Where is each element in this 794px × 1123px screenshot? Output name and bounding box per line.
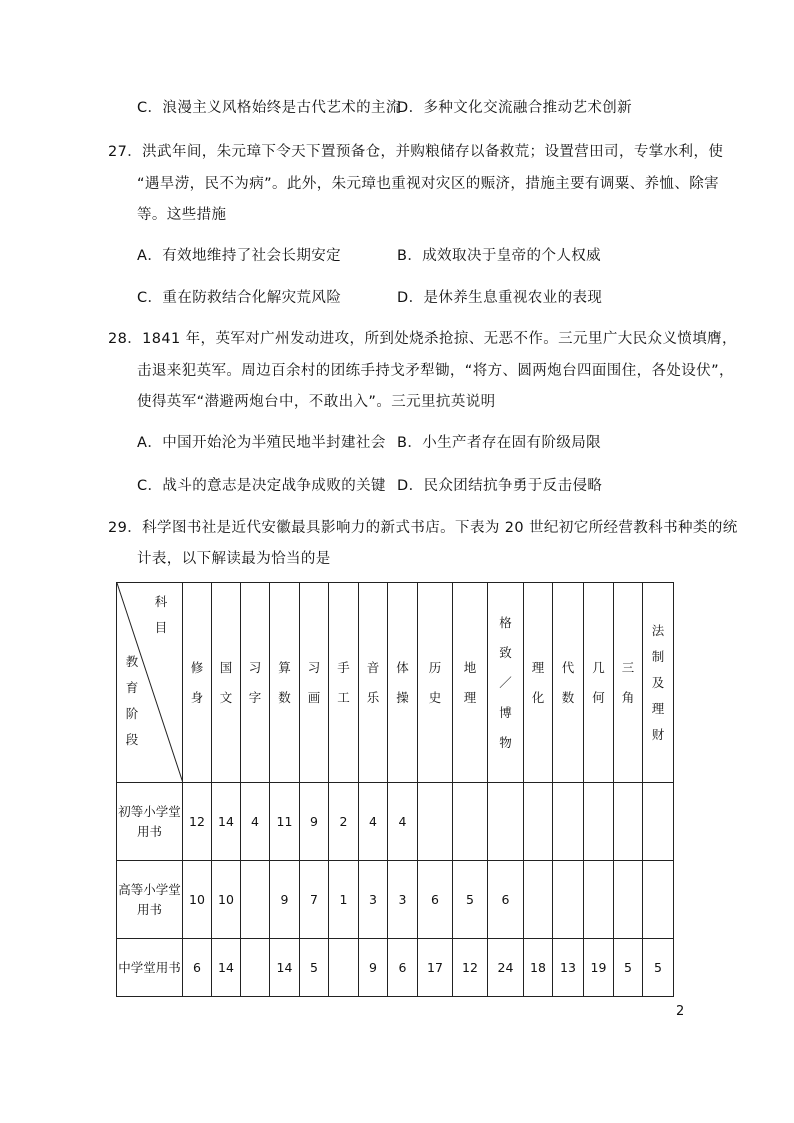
table-cell bbox=[524, 783, 553, 861]
subject-header: 手工 bbox=[329, 583, 359, 783]
q28-stem-line2: 击退来犯英军。周边百余村的团练手持戈矛犁锄，“将方、圆两炮台四面围住，各处设伏”， bbox=[137, 363, 734, 379]
row-label: 初等小学堂用书 bbox=[117, 783, 183, 861]
table-cell bbox=[553, 861, 584, 939]
table-cell: 24 bbox=[488, 939, 524, 997]
table-cell: 5 bbox=[300, 939, 329, 997]
table-cell bbox=[643, 783, 674, 861]
table-header-row bbox=[117, 583, 674, 783]
table-cell: 2 bbox=[329, 783, 359, 861]
q28-option-a: A．中国开始沦为半殖民地半封建社会 bbox=[137, 435, 386, 451]
table-cell: 4 bbox=[388, 783, 418, 861]
table-cell: 6 bbox=[488, 861, 524, 939]
table-row bbox=[117, 939, 674, 997]
q27-option-a: A．有效地维持了社会长期安定 bbox=[137, 248, 342, 264]
q27-stem-line3: 等。这些措施 bbox=[137, 207, 227, 223]
table-cell: 5 bbox=[643, 939, 674, 997]
table-cell: 19 bbox=[584, 939, 614, 997]
subject-header: 地理 bbox=[453, 583, 488, 783]
q26-option-c: C．浪漫主义风格始终是古代艺术的主流 bbox=[137, 100, 401, 116]
table-cell: 6 bbox=[388, 939, 418, 997]
table-cell: 12 bbox=[453, 939, 488, 997]
table-cell: 5 bbox=[453, 861, 488, 939]
table-cell: 1 bbox=[329, 861, 359, 939]
q27-option-d: D．是休养生息重视农业的表现 bbox=[397, 290, 603, 306]
row-label: 中学堂用书 bbox=[117, 939, 183, 997]
table-cell bbox=[524, 861, 553, 939]
table-row bbox=[117, 783, 674, 861]
table-cell bbox=[418, 783, 453, 861]
q27-stem-line1: 27．洪武年间，朱元璋下令天下置预备仓，并购粮储存以备救荒；设置营田司，专掌水利，使 bbox=[108, 144, 724, 160]
table-cell: 6 bbox=[418, 861, 453, 939]
subject-header: 三角 bbox=[614, 583, 643, 783]
q28-option-d: D．民众团结抗争勇于反击侵略 bbox=[397, 478, 603, 494]
table-cell: 12 bbox=[183, 783, 212, 861]
table-cell bbox=[584, 861, 614, 939]
row-label: 高等小学堂用书 bbox=[117, 861, 183, 939]
subject-header: 体操 bbox=[388, 583, 418, 783]
table-cell: 14 bbox=[212, 939, 241, 997]
subject-header: 格致／博物 bbox=[488, 583, 524, 783]
q28-option-c: C．战斗的意志是决定战争成败的关键 bbox=[137, 478, 386, 494]
subject-header: 修身 bbox=[183, 583, 212, 783]
table-cell: 9 bbox=[300, 783, 329, 861]
subject-header: 国文 bbox=[212, 583, 241, 783]
q26-option-d: D．多种文化交流融合推动艺术创新 bbox=[397, 100, 633, 116]
table-cell: 3 bbox=[359, 861, 388, 939]
q27-stem-line2: “遇旱涝，民不为病”。此外，朱元璋也重视对灾区的赈济，措施主要有调粟、养恤、除害 bbox=[137, 176, 720, 192]
q27-option-b: B．成效取决于皇帝的个人权威 bbox=[397, 248, 602, 264]
subject-header: 历史 bbox=[418, 583, 453, 783]
table-cell bbox=[241, 939, 270, 997]
corner-column-caption: 科目 bbox=[154, 594, 168, 635]
table-cell: 9 bbox=[270, 861, 300, 939]
table-cell: 7 bbox=[300, 861, 329, 939]
table-cell bbox=[453, 783, 488, 861]
table-cell: 13 bbox=[553, 939, 584, 997]
table-cell: 10 bbox=[212, 861, 241, 939]
subject-header: 音乐 bbox=[359, 583, 388, 783]
table-cell: 14 bbox=[270, 939, 300, 997]
q27-option-c: C．重在防救结合化解灾荒风险 bbox=[137, 290, 342, 306]
table-cell bbox=[488, 783, 524, 861]
subject-header: 习画 bbox=[300, 583, 329, 783]
table-cell bbox=[614, 861, 643, 939]
subject-header: 几何 bbox=[584, 583, 614, 783]
subject-header: 代数 bbox=[553, 583, 584, 783]
table-cell: 10 bbox=[183, 861, 212, 939]
table-cell: 4 bbox=[241, 783, 270, 861]
q28-option-b: B．小生产者存在固有阶级局限 bbox=[397, 435, 602, 451]
table-cell: 9 bbox=[359, 939, 388, 997]
subject-header: 习字 bbox=[241, 583, 270, 783]
subject-header: 理化 bbox=[524, 583, 553, 783]
table-cell: 17 bbox=[418, 939, 453, 997]
table-cell bbox=[329, 939, 359, 997]
table-cell: 14 bbox=[212, 783, 241, 861]
table-cell: 4 bbox=[359, 783, 388, 861]
table-cell bbox=[643, 861, 674, 939]
table-cell bbox=[241, 861, 270, 939]
corner-row-caption: 教育阶段 bbox=[125, 654, 139, 747]
table-cell bbox=[614, 783, 643, 861]
page-number: 2 bbox=[676, 1004, 685, 1019]
table-cell bbox=[584, 783, 614, 861]
q29-stem-line2: 计表，以下解读最为恰当的是 bbox=[137, 551, 331, 567]
subject-header: 算数 bbox=[270, 583, 300, 783]
table-cell: 5 bbox=[614, 939, 643, 997]
q28-stem-line1: 28．1841 年，英军对广州发动进攻，所到处烧杀抢掠、无恶不作。三元里广大民众义愤填膺， bbox=[108, 331, 737, 347]
table-cell: 11 bbox=[270, 783, 300, 861]
table-row bbox=[117, 861, 674, 939]
table-corner-cell bbox=[117, 583, 183, 783]
table-cell: 18 bbox=[524, 939, 553, 997]
table-cell: 6 bbox=[183, 939, 212, 997]
table-cell bbox=[553, 783, 584, 861]
q29-stem-line1: 29．科学图书社是近代安徽最具影响力的新式书店。下表为 20 世纪初它所经营教科书种类的统 bbox=[108, 520, 738, 536]
subject-header: 法制及理财 bbox=[643, 583, 674, 783]
q28-stem-line3: 使得英军“潜避两炮台中，不敢出入”。三元里抗英说明 bbox=[137, 394, 496, 410]
table-cell: 3 bbox=[388, 861, 418, 939]
textbook-statistics-table bbox=[116, 582, 674, 997]
